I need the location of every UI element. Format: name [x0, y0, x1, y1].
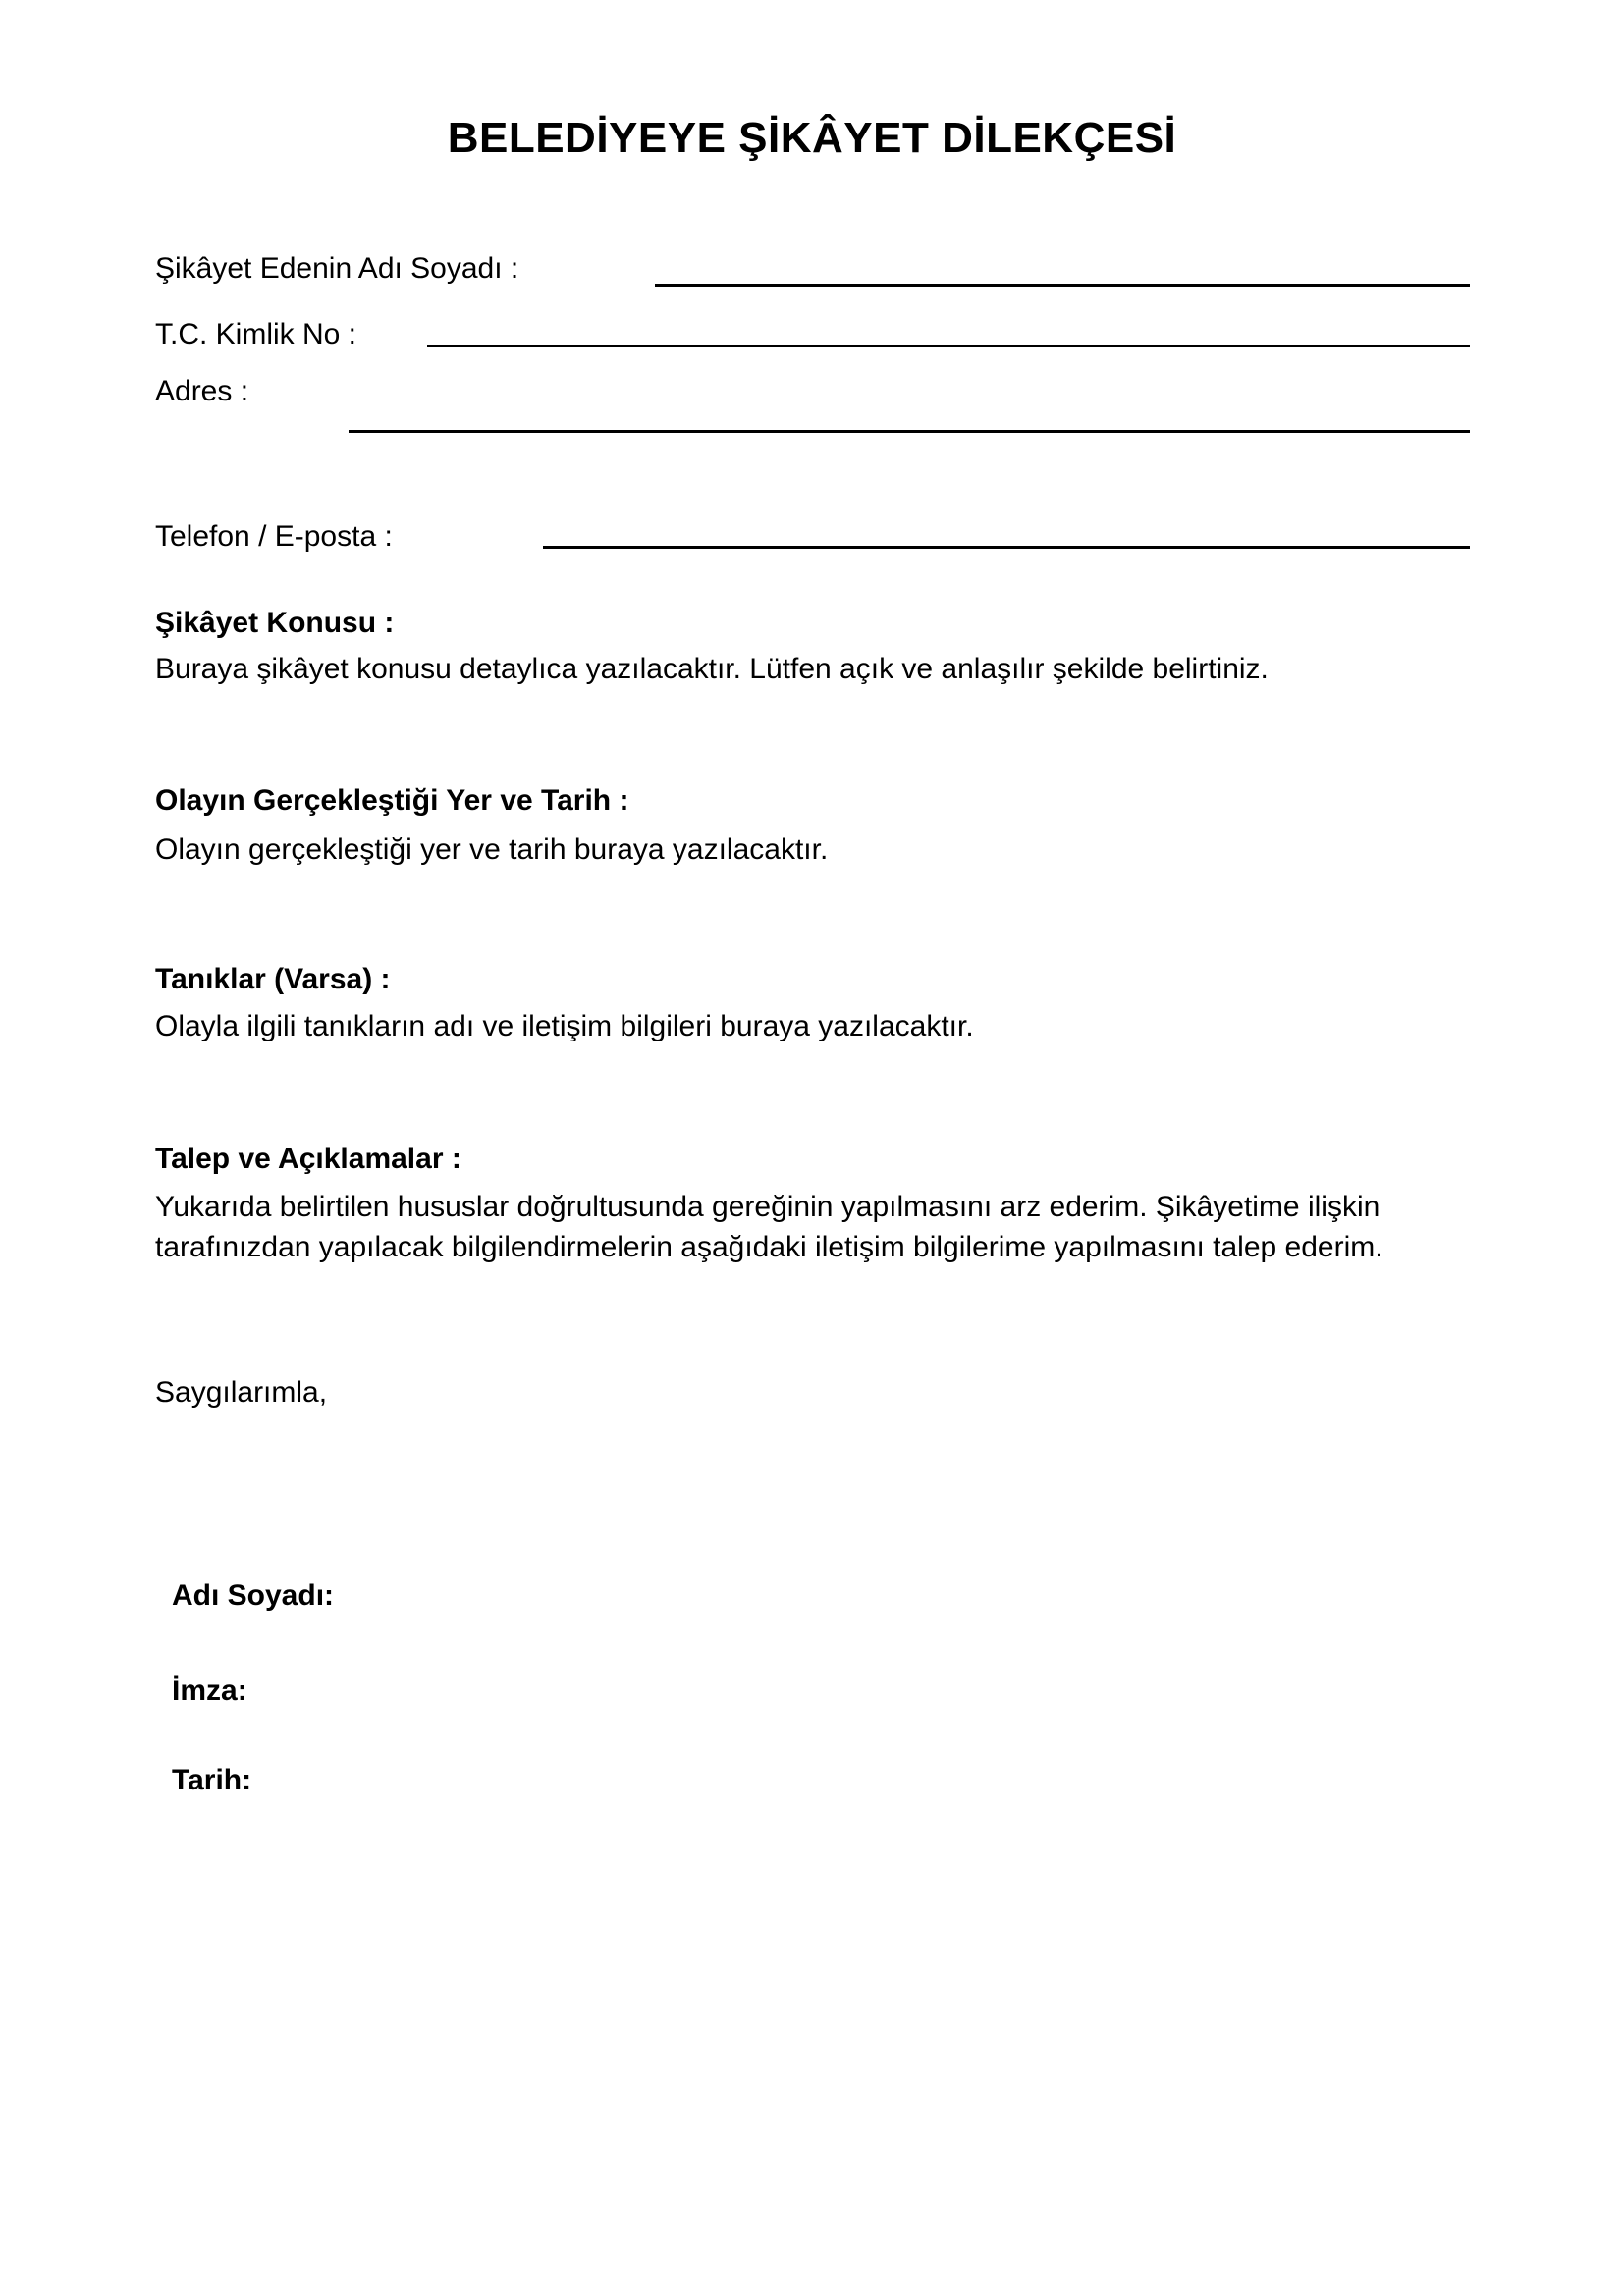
field-label-complainant-name: Şikâyet Edenin Adı Soyadı :	[155, 252, 519, 285]
section-heading-requests: Talep ve Açıklamalar :	[155, 1143, 461, 1175]
section-heading-witnesses: Tanıklar (Varsa) :	[155, 963, 391, 995]
document-title: BELEDİYEYE ŞİKÂYET DİLEKÇESİ	[447, 114, 1177, 162]
closing-salutation: Saygılarımla,	[155, 1376, 328, 1409]
section-body-requests: Yukarıda belirtilen hususlar doğrultusunda gereğinin yapılmasını arz ederim. Şikâyetime ilişkin tarafınızdan yapılacak bilgilendirmelerin aşağıdaki iletişim bilgilerime yapılmasını talep ederim.	[155, 1191, 1383, 1263]
section-body-incident-place-date: Olayın gerçekleştiği yer ve tarih buraya yazılacaktır.	[155, 833, 829, 866]
signature-date-label: Tarih:	[172, 1764, 252, 1796]
signature-imza-label: İmza:	[172, 1675, 247, 1707]
section-body-complaint-subject: Buraya şikâyet konusu detaylıca yazılacaktır. Lütfen açık ve anlaşılır şekilde belirtiniz.	[155, 653, 1269, 685]
section-body-witnesses: Olayla ilgili tanıkların adı ve iletişim bilgileri buraya yazılacaktır.	[155, 1010, 974, 1042]
address-fill-line[interactable]	[349, 430, 1470, 433]
tc-id-no-fill-line[interactable]	[427, 345, 1470, 347]
field-label-phone-email: Telefon / E-posta :	[155, 520, 393, 553]
section-heading-incident-place-date: Olayın Gerçekleştiği Yer ve Tarih :	[155, 784, 629, 817]
complainant-name-fill-line[interactable]	[655, 284, 1470, 287]
phone-email-fill-line[interactable]	[543, 546, 1470, 549]
field-label-address: Adres :	[155, 375, 249, 407]
section-heading-complaint-subject: Şikâyet Konusu :	[155, 607, 395, 639]
signature-name-label: Adı Soyadı:	[172, 1579, 335, 1612]
field-label-tc-id-no: T.C. Kimlik No :	[155, 318, 357, 350]
